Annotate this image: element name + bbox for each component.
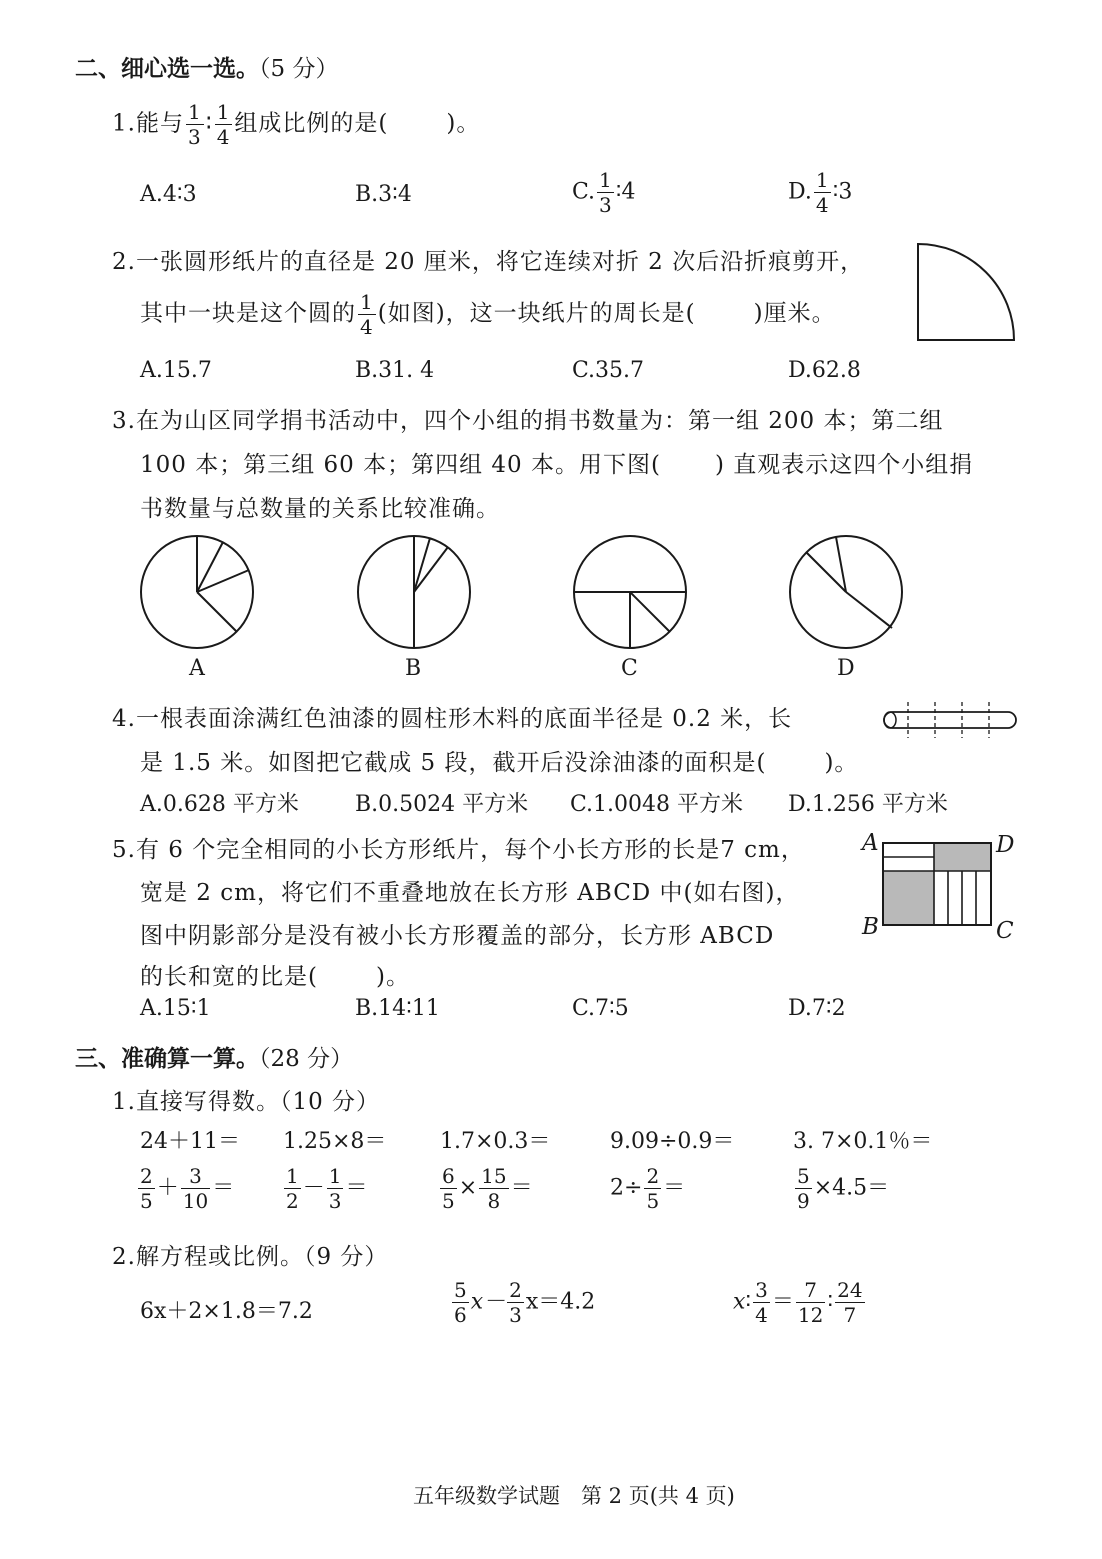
q1-d-num: 1 — [815, 168, 829, 192]
calc-1[interactable]: 24＋11＝ — [140, 1129, 240, 1154]
eq2-bd: 3 — [509, 1303, 522, 1327]
q1-f1-den: 3 — [187, 125, 202, 149]
q5-line4-pre: 的长和宽的比是( — [140, 964, 318, 990]
calc8-op: × — [458, 1175, 478, 1201]
cylinder-end — [884, 712, 896, 728]
calc9-pre: 2÷ — [610, 1175, 643, 1201]
q4-line2-pre: 是 1.5 米。如图把它截成 5 段，截开后没涂油漆的面积是( — [140, 750, 767, 776]
eq3-cd: 7 — [843, 1303, 857, 1327]
pie-chart-c[interactable] — [572, 534, 688, 650]
q3-line-3: 书数量与总数量的关系比较准确。 — [140, 496, 500, 522]
section-2-title — [75, 50, 338, 83]
q1-c-pre: C. — [572, 179, 596, 205]
rectangle-abcd-figure — [882, 842, 992, 926]
q5-line4-end: )。 — [375, 964, 410, 990]
calc-4[interactable]: 9.09÷0.9＝ — [610, 1129, 735, 1154]
q1-c-fraction — [597, 170, 614, 215]
eq3-bn: 7 — [796, 1280, 825, 1303]
eq2-frac-a — [452, 1280, 469, 1325]
eq3-bd: 12 — [797, 1303, 824, 1327]
eq3-frac-c — [835, 1280, 864, 1325]
calc-7[interactable] — [282, 1166, 368, 1211]
eq2-x2: x＝4.2 — [525, 1289, 596, 1315]
calc9-bd: 5 — [646, 1189, 660, 1213]
s3-q1-title: 1.直接写得数。（10 分） — [112, 1089, 381, 1115]
equation-3[interactable] — [733, 1280, 867, 1325]
calc6-frac-a — [138, 1166, 155, 1211]
q1-option-d[interactable] — [788, 170, 852, 215]
eq3-ad: 4 — [755, 1303, 768, 1327]
eq3-cn: 24 — [837, 1278, 863, 1302]
eq3-frac-a — [753, 1280, 770, 1325]
q1-c-post: ∶4 — [615, 179, 636, 205]
q2-f-den: 4 — [360, 315, 374, 339]
q1-f2-num: 1 — [216, 100, 231, 124]
pie-b-divider — [414, 547, 448, 592]
q5-option-d[interactable]: D.7∶2 — [788, 996, 846, 1021]
calc10-ad: 9 — [797, 1189, 810, 1213]
calc-6[interactable] — [136, 1166, 234, 1211]
pie-c-divider — [630, 592, 670, 632]
q1-suffix-end: )。 — [446, 110, 481, 137]
calc-5[interactable]: 3. 7×0.1％＝ — [793, 1129, 933, 1154]
q2-line2-post: (如图)，这一块纸片的周长是( — [377, 300, 696, 327]
section-2-points: （5 分） — [259, 56, 339, 82]
pie-a-divider — [197, 570, 249, 592]
q1-option-b[interactable]: B.3∶4 — [355, 182, 412, 207]
q5-line-2: 宽是 2 cm，将它们不重叠地放在长方形 ABCD 中(如右图)， — [140, 880, 800, 906]
calc6-ad: 5 — [140, 1189, 153, 1213]
question-1 — [112, 102, 480, 147]
calc7-bd: 3 — [328, 1189, 342, 1213]
q2-line-2 — [140, 292, 836, 337]
q1-c-num: 1 — [599, 168, 612, 192]
section-3-heading: 三、准确算一算。 — [75, 1046, 259, 1072]
pie-a-divider — [197, 542, 223, 592]
q2-fraction — [358, 292, 376, 337]
equation-2[interactable] — [450, 1280, 595, 1325]
q4-line-1: 4.一根表面涂满红色油漆的圆柱形木料的底面半径是 0.2 米，长 — [112, 706, 793, 732]
eq2-ad: 6 — [454, 1303, 467, 1327]
eq2-frac-b — [507, 1280, 524, 1325]
q4-line-2 — [140, 744, 858, 777]
q2-option-c[interactable]: C.35.7 — [572, 358, 645, 383]
eq3-eq: ＝ — [771, 1289, 794, 1315]
pie-d-divider — [846, 592, 892, 628]
rect-label-d: D — [996, 832, 1015, 858]
calc7-bn: 1 — [328, 1164, 342, 1188]
rect-label-b: B — [862, 914, 879, 940]
q5-line-1: 5.有 6 个完全相同的小长方形纸片，每个小长方形的长是7 cm， — [112, 837, 805, 863]
q5-option-a[interactable]: A.15∶1 — [140, 996, 211, 1021]
calc7-frac-b — [327, 1166, 344, 1211]
q4-option-a[interactable]: A.0.628 平方米 — [140, 792, 299, 817]
pie-label-b: B — [405, 656, 422, 681]
page-footer: 五年级数学试题 第 2 页(共 4 页) — [413, 1484, 735, 1508]
calc-3[interactable]: 1.7×0.3＝ — [440, 1129, 551, 1154]
q1-option-a[interactable]: A.4∶3 — [140, 182, 197, 207]
q1-colon: ∶ — [205, 110, 213, 137]
rect-label-a: A — [862, 830, 879, 856]
q2-f-num: 1 — [360, 290, 374, 314]
section-3-title — [75, 1040, 353, 1073]
calc6-frac-b — [181, 1166, 210, 1211]
shaded-region-left — [883, 871, 934, 925]
calc6-bn: 3 — [181, 1166, 210, 1189]
q4-option-d[interactable]: D.1.256 平方米 — [788, 792, 948, 817]
pie-label-d: D — [837, 656, 855, 681]
q1-f1-num: 1 — [187, 100, 202, 124]
cylinder-log-figure — [880, 700, 1020, 740]
calc7-an: 1 — [286, 1164, 299, 1188]
q2-option-b[interactable]: B.31. 4 — [355, 358, 435, 383]
calc10-frac — [795, 1166, 812, 1211]
q3-line-2 — [140, 446, 973, 479]
calc9-eq: ＝ — [663, 1175, 686, 1201]
calc8-eq: ＝ — [510, 1175, 533, 1201]
s3-q2-title: 2.解方程或比例。（9 分） — [112, 1244, 389, 1270]
eq3-frac-b — [796, 1280, 825, 1325]
eq3-an: 3 — [755, 1278, 768, 1302]
eq3-x: x — [733, 1289, 746, 1315]
q1-d-post: ∶3 — [832, 179, 853, 205]
q1-c-den: 3 — [599, 193, 612, 217]
q5-line-4 — [140, 958, 410, 991]
calc9-frac — [644, 1166, 661, 1211]
q4-option-c[interactable]: C.1.0048 平方米 — [570, 792, 744, 817]
calc8-bd: 8 — [487, 1189, 501, 1213]
calc7-ad: 2 — [286, 1189, 299, 1213]
calc-10[interactable] — [793, 1166, 889, 1211]
q2-line2-pre: 其中一块是这个圆的 — [140, 300, 356, 327]
q1-d-fraction — [814, 170, 831, 215]
calc8-bn: 15 — [481, 1164, 507, 1188]
calc7-frac-a — [284, 1166, 301, 1211]
quarter-circle-shape — [918, 244, 1014, 340]
calc6-bd: 10 — [182, 1189, 209, 1213]
q3-line-1: 3.在为山区同学捐书活动中，四个小组的捐书数量为：第一组 200 本；第二组 — [112, 408, 944, 434]
section-3-points: （28 分） — [259, 1046, 354, 1072]
calc8-ad: 5 — [442, 1189, 455, 1213]
equation-1[interactable] — [140, 1294, 313, 1325]
pie-a-divider — [197, 592, 237, 632]
q5-line-3: 图中阴影部分是没有被小长方形覆盖的部分，长方形 ABCD — [140, 923, 775, 949]
q4-option-b[interactable]: B.0.5024 平方米 — [355, 792, 529, 817]
q1-f2-den: 4 — [216, 125, 231, 149]
calc6-op: ＋ — [156, 1175, 179, 1201]
q2-line2-end: )厘米。 — [753, 300, 836, 327]
eq2-bn: 2 — [509, 1278, 522, 1302]
calc6-eq: ＝ — [212, 1175, 235, 1201]
q1-fraction-1 — [186, 102, 204, 147]
calc9-bn: 2 — [646, 1164, 660, 1188]
quarter-circle-figure — [916, 242, 1018, 342]
q5-option-b[interactable]: B.14∶11 — [355, 996, 440, 1021]
q1-prefix: 1.能与 — [112, 110, 184, 137]
q2-line-1: 2.一张圆形纸片的直径是 20 厘米，将它连续对折 2 次后沿折痕剪开， — [112, 249, 865, 275]
q1-d-den: 4 — [815, 193, 829, 217]
pie-chart-b[interactable] — [356, 534, 472, 650]
q2-option-d[interactable]: D.62.8 — [788, 358, 861, 383]
q1-fraction-2 — [215, 102, 233, 147]
calc7-eq: ＝ — [345, 1175, 368, 1201]
calc-2[interactable]: 1.25×8＝ — [283, 1129, 387, 1154]
calc6-an: 2 — [140, 1164, 153, 1188]
calc8-an: 6 — [442, 1164, 455, 1188]
q5-option-c[interactable]: C.7∶5 — [572, 996, 629, 1021]
pie-b-divider — [414, 538, 430, 592]
calc8-frac-b — [479, 1166, 508, 1211]
equation-1-text: 6x＋2×1.8＝7.2 — [140, 1299, 313, 1324]
pie-chart-a[interactable] — [139, 534, 255, 650]
calc10-an: 5 — [797, 1164, 810, 1188]
calc7-op: － — [302, 1175, 325, 1201]
rect-label-c: C — [996, 918, 1014, 944]
q3-line2-pre: 100 本；第三组 60 本；第四组 40 本。用下图( — [140, 452, 661, 478]
calc-8[interactable] — [438, 1166, 533, 1211]
q1-d-pre: D. — [788, 179, 812, 205]
eq3-colon-2: ∶ — [827, 1289, 834, 1315]
pie-label-c: C — [621, 656, 638, 681]
shaded-region-top — [934, 843, 991, 871]
q1-option-c[interactable] — [572, 170, 636, 215]
calc8-frac-a — [440, 1166, 457, 1211]
q1-suffix: 组成比例的是( — [234, 110, 389, 137]
eq2-an: 5 — [454, 1278, 467, 1302]
section-2-heading: 二、细心选一选。 — [75, 56, 259, 82]
pie-chart-d[interactable] — [788, 534, 904, 650]
calc-9[interactable] — [610, 1166, 685, 1211]
q2-option-a[interactable]: A.15.7 — [140, 358, 212, 383]
pie-label-a: A — [189, 656, 205, 681]
eq2-x1: x－ — [470, 1289, 506, 1315]
calc10-post: ×4.5＝ — [813, 1175, 890, 1201]
q3-line2-post: ) 直观表示这四个小组捐 — [714, 452, 974, 478]
q4-line2-end: )。 — [824, 750, 859, 776]
cylinder-body — [884, 712, 1016, 728]
eq3-colon-1: ∶ — [745, 1289, 752, 1315]
